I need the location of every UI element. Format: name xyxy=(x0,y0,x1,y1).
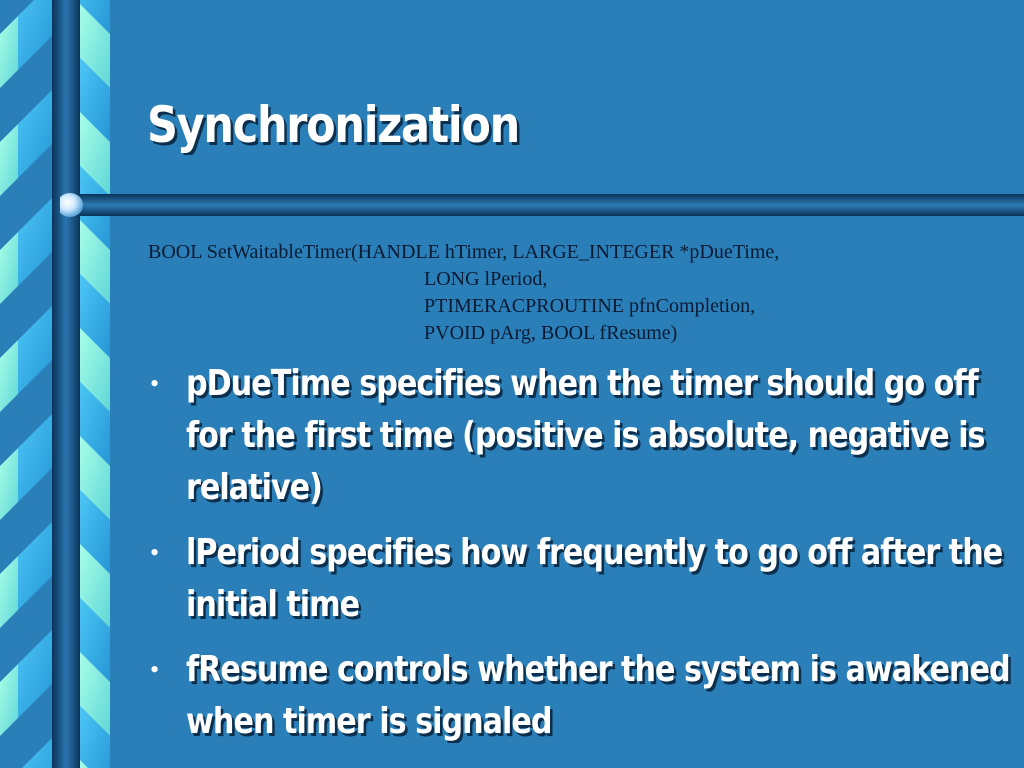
bullet-marker: • xyxy=(150,538,160,567)
bullet-item xyxy=(148,358,1018,514)
signature-line: LONG lPeriod, xyxy=(424,268,548,290)
bullet-list xyxy=(148,358,1018,761)
ribbon-decoration xyxy=(0,0,112,768)
signature-line: PTIMERACPROUTINE pfnCompletion, xyxy=(424,295,756,317)
function-signature xyxy=(148,239,779,347)
slide-title: Synchronization xyxy=(147,96,519,154)
bullet-text: pDueTime specifies when the timer should go off for the first time (positive is absolute, negative is relative) xyxy=(186,363,985,508)
bullet-text: lPeriod specifies how frequently to go off after the initial time xyxy=(186,532,1003,625)
bullet-marker: • xyxy=(150,655,160,684)
bullet-item xyxy=(148,527,1018,631)
title-divider xyxy=(60,191,1024,219)
bullet-text: fResume controls whether the system is awakened when timer is signaled xyxy=(186,649,1010,742)
signature-line: PVOID pArg, BOOL fResume) xyxy=(424,322,678,344)
bullet-item xyxy=(148,644,1018,748)
bullet-marker: • xyxy=(150,369,160,398)
signature-line: BOOL SetWaitableTimer(HANDLE hTimer, LARGE_INTEGER *pDueTime, xyxy=(148,241,780,263)
